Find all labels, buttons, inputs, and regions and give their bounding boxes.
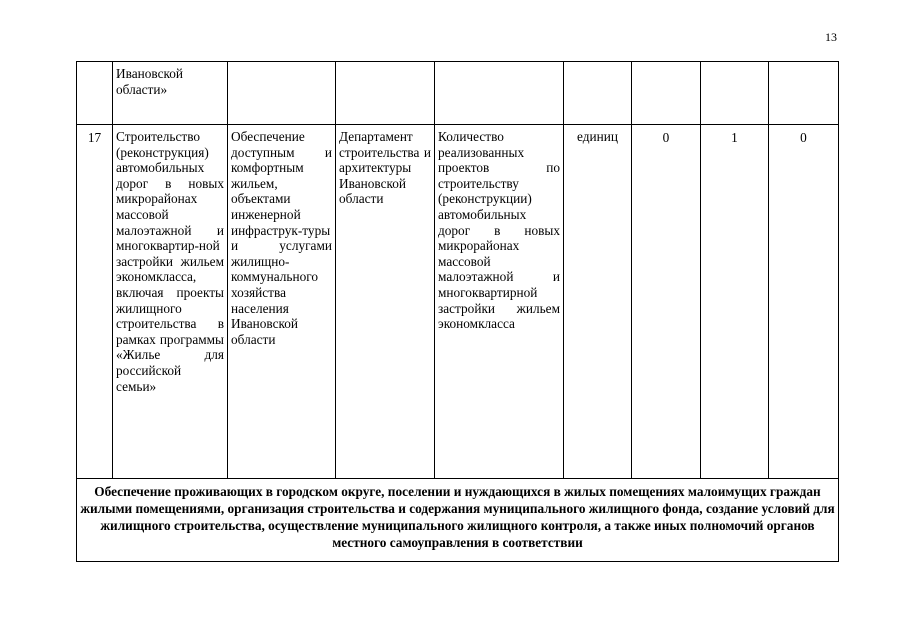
section-header-row bbox=[77, 479, 839, 562]
section-header: Обеспечение проживающих в городском округе, поселении и нуждающихся в жилых помещениях малоимущих граждан жилыми помещениями, организация строительства и содержания муниципального жилищного фонда, создание условий для жилищного строительства, осуществление муниципального жилищного контроля, а также иных полномочий органов местного самоуправления в соответствии bbox=[77, 479, 839, 562]
cell-num bbox=[77, 62, 113, 125]
indicator-text: Количество реализованных проектов по строительству (реконструкции) автомобильных дорог в новых микрорайонах массовой малоэтажной и многоквартирной застройки жильем экономкласса bbox=[438, 129, 560, 332]
value-1-cell: 0 bbox=[632, 125, 701, 479]
table-row-continuation bbox=[77, 62, 839, 125]
activity-name: Строительство (реконструкция) автомобильных дорог в новых микрорайонах массовой малоэтажной и многоквартир-ной застройки жильем экономкласса, включая проекты жилищного строительства в рамках программы «Жилье для российской семьи» bbox=[116, 129, 224, 394]
cell-indicator bbox=[435, 62, 564, 125]
indicator-cell bbox=[435, 125, 564, 479]
value-2-cell: 1 bbox=[701, 125, 769, 479]
purpose-cell bbox=[228, 125, 336, 479]
value-3-cell: 0 bbox=[769, 125, 839, 479]
cell-purpose bbox=[228, 62, 336, 125]
unit-cell: единиц bbox=[564, 125, 632, 479]
executor-text: Департамент строительства и архитектуры Ивановской области bbox=[339, 129, 431, 207]
indicators-table bbox=[76, 61, 839, 562]
purpose-text: Обеспечение доступным и комфортным жильем, объектами инженерной инфраструк-туры и услугами жилищно-коммунального хозяйства населения Ивановской области bbox=[231, 129, 332, 347]
cell-unit bbox=[564, 62, 632, 125]
activity-name-cell bbox=[113, 125, 228, 479]
page-number: 13 bbox=[825, 30, 837, 44]
row-number: 17 bbox=[77, 125, 113, 479]
executor-cell bbox=[336, 125, 435, 479]
cell-name: Ивановской области» bbox=[113, 62, 228, 125]
table-row-17 bbox=[77, 125, 839, 479]
cell-value-3 bbox=[769, 62, 839, 125]
cell-value-1 bbox=[632, 62, 701, 125]
cell-value-2 bbox=[701, 62, 769, 125]
cell-executor bbox=[336, 62, 435, 125]
